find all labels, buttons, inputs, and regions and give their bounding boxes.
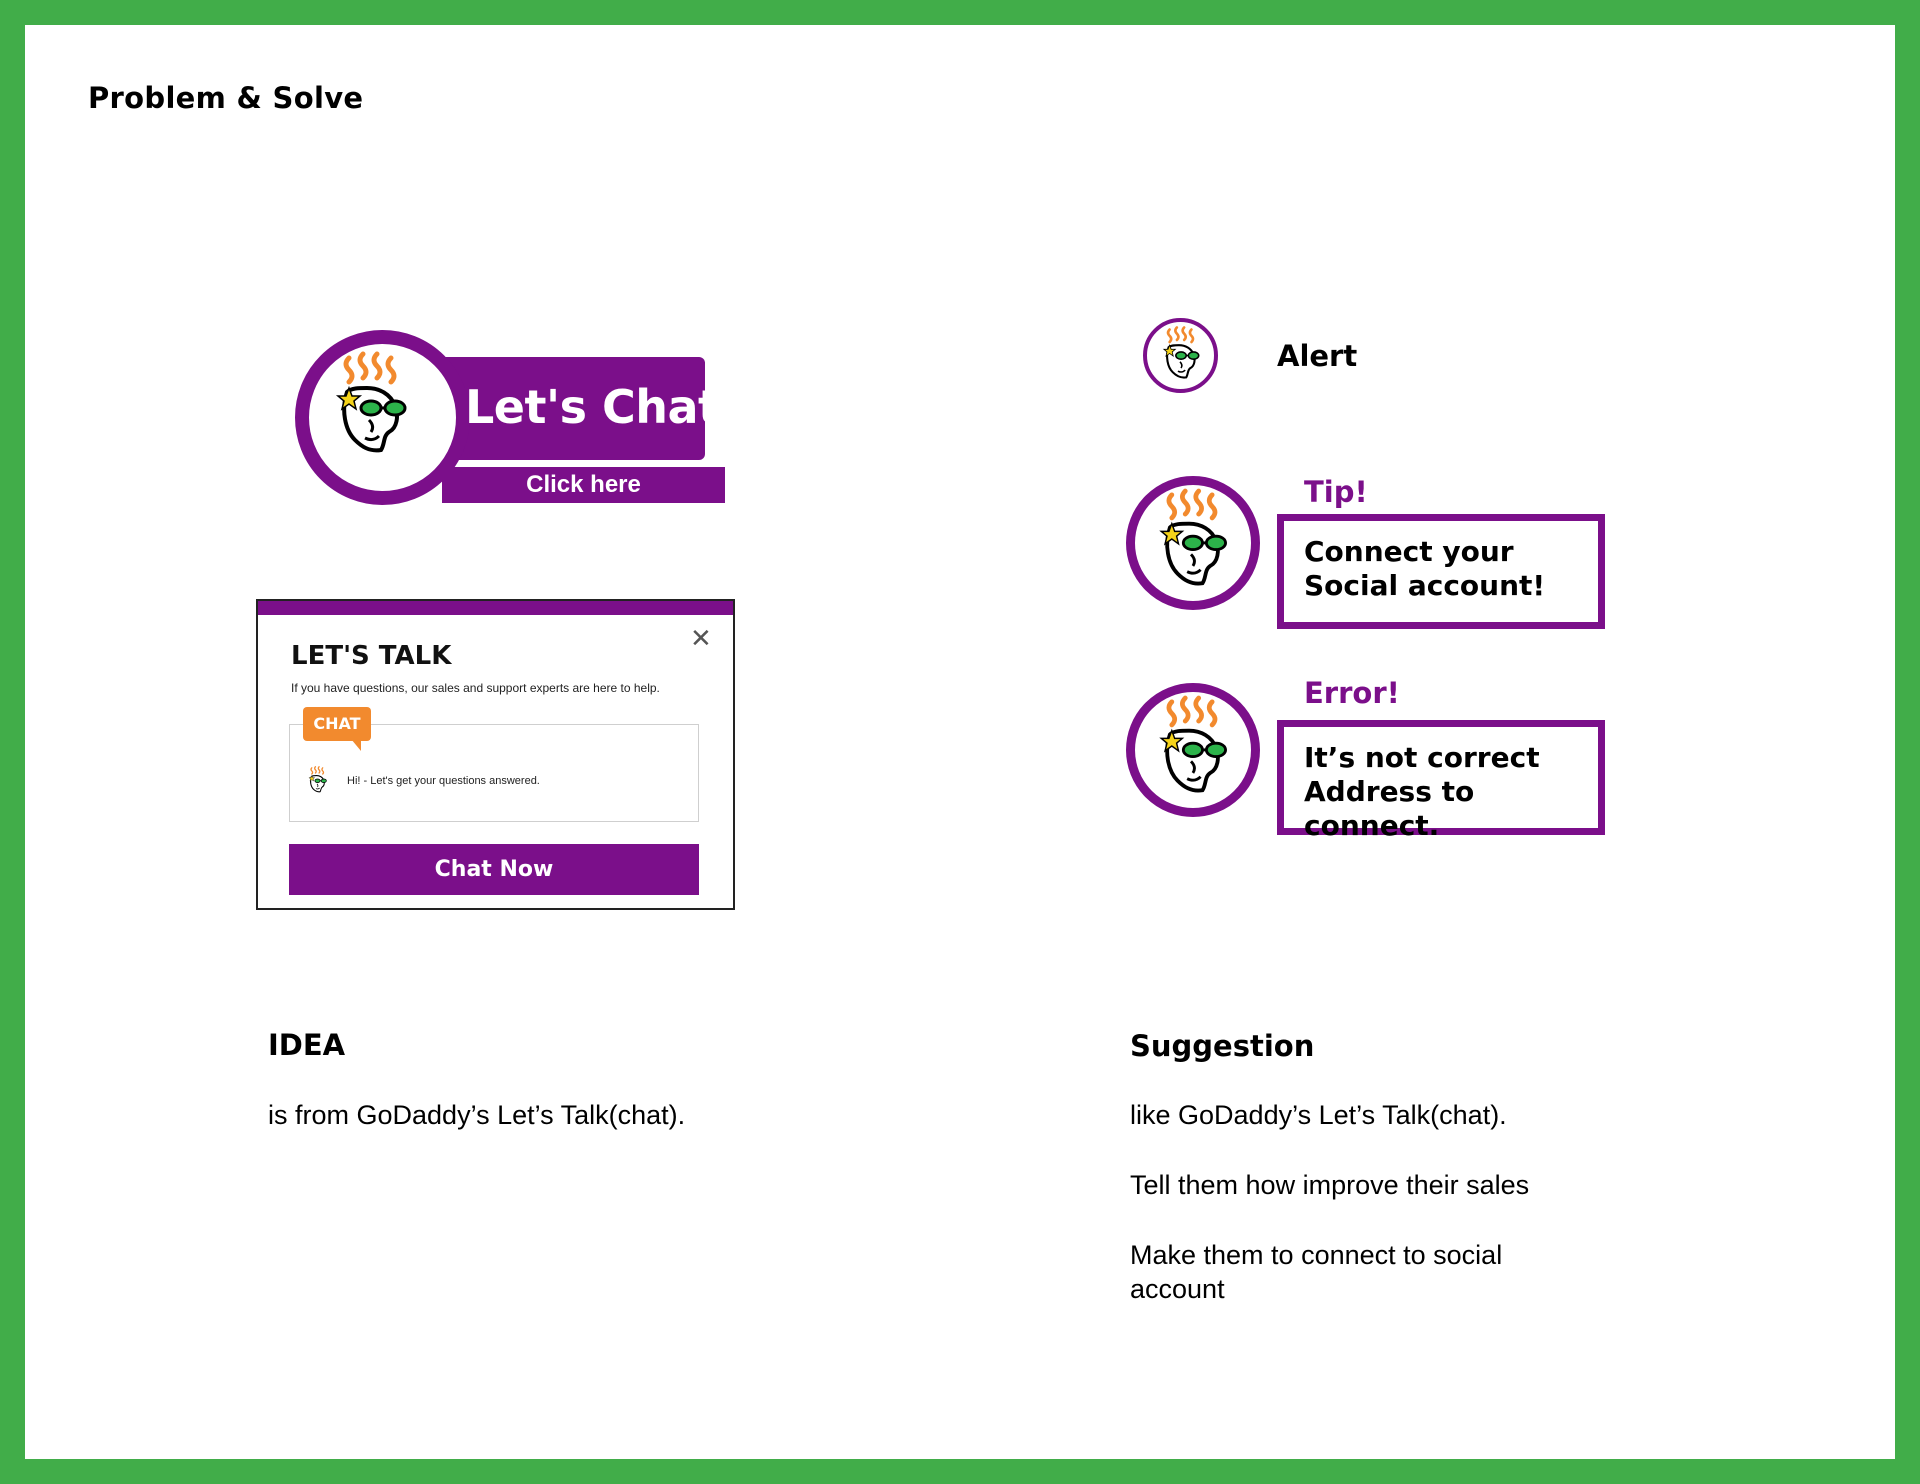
suggestion-line-1: like GoDaddy’s Let’s Talk(chat). xyxy=(1130,1100,1507,1130)
modal-subtitle: If you have questions, our sales and support experts are here to help. xyxy=(291,681,660,695)
chat-tag-label: CHAT xyxy=(313,714,361,733)
suggestion-line-3b: account xyxy=(1130,1274,1225,1304)
alert-mascot-ring xyxy=(1143,318,1218,393)
godaddy-mascot-icon xyxy=(1143,694,1239,800)
tip-label: Tip! xyxy=(1304,475,1368,509)
modal-top-bar xyxy=(258,601,733,615)
badge-title: Let's Chat xyxy=(465,380,720,434)
tip-line-2: Social account! xyxy=(1304,569,1546,602)
error-label: Error! xyxy=(1304,676,1400,710)
modal-title: LET'S TALK xyxy=(291,641,452,671)
tip-message-box xyxy=(1277,514,1605,629)
tip-line-1: Connect your xyxy=(1304,535,1514,568)
error-message-box xyxy=(1277,720,1605,842)
error-line-2: Address to connect. xyxy=(1304,775,1475,842)
close-icon[interactable]: ✕ xyxy=(690,623,712,653)
click-here-button[interactable]: Click here xyxy=(442,467,725,503)
chat-tag xyxy=(303,707,371,741)
alert-label: Alert xyxy=(1277,339,1358,373)
idea-heading: IDEA xyxy=(268,1028,346,1062)
page-title: Problem & Solve xyxy=(88,81,364,115)
godaddy-mascot-icon xyxy=(1154,325,1206,383)
error-mascot-ring xyxy=(1126,683,1260,817)
suggestion-line-3a: Make them to connect to social xyxy=(1130,1240,1503,1270)
error-line-1: It’s not correct xyxy=(1304,741,1540,774)
tip-message xyxy=(1304,535,1545,603)
lets-chat-badge[interactable] xyxy=(270,305,730,505)
godaddy-mascot-icon xyxy=(304,765,330,795)
tip-mascot-ring xyxy=(1126,476,1260,610)
chat-tag-tail xyxy=(351,739,361,751)
godaddy-mascot-icon xyxy=(1143,487,1239,593)
suggestion-heading: Suggestion xyxy=(1130,1029,1315,1063)
suggestion-line-3 xyxy=(1130,1238,1502,1306)
chat-message: Hi! - Let's get your questions answered. xyxy=(347,775,540,787)
chat-now-button[interactable]: Chat Now xyxy=(289,844,699,895)
error-message xyxy=(1304,741,1598,843)
suggestion-line-2: Tell them how improve their sales xyxy=(1130,1170,1530,1200)
lets-talk-modal xyxy=(256,599,735,910)
page-canvas xyxy=(25,25,1895,1459)
godaddy-mascot-icon xyxy=(319,350,419,460)
idea-text: is from GoDaddy’s Let’s Talk(chat). xyxy=(268,1100,686,1130)
